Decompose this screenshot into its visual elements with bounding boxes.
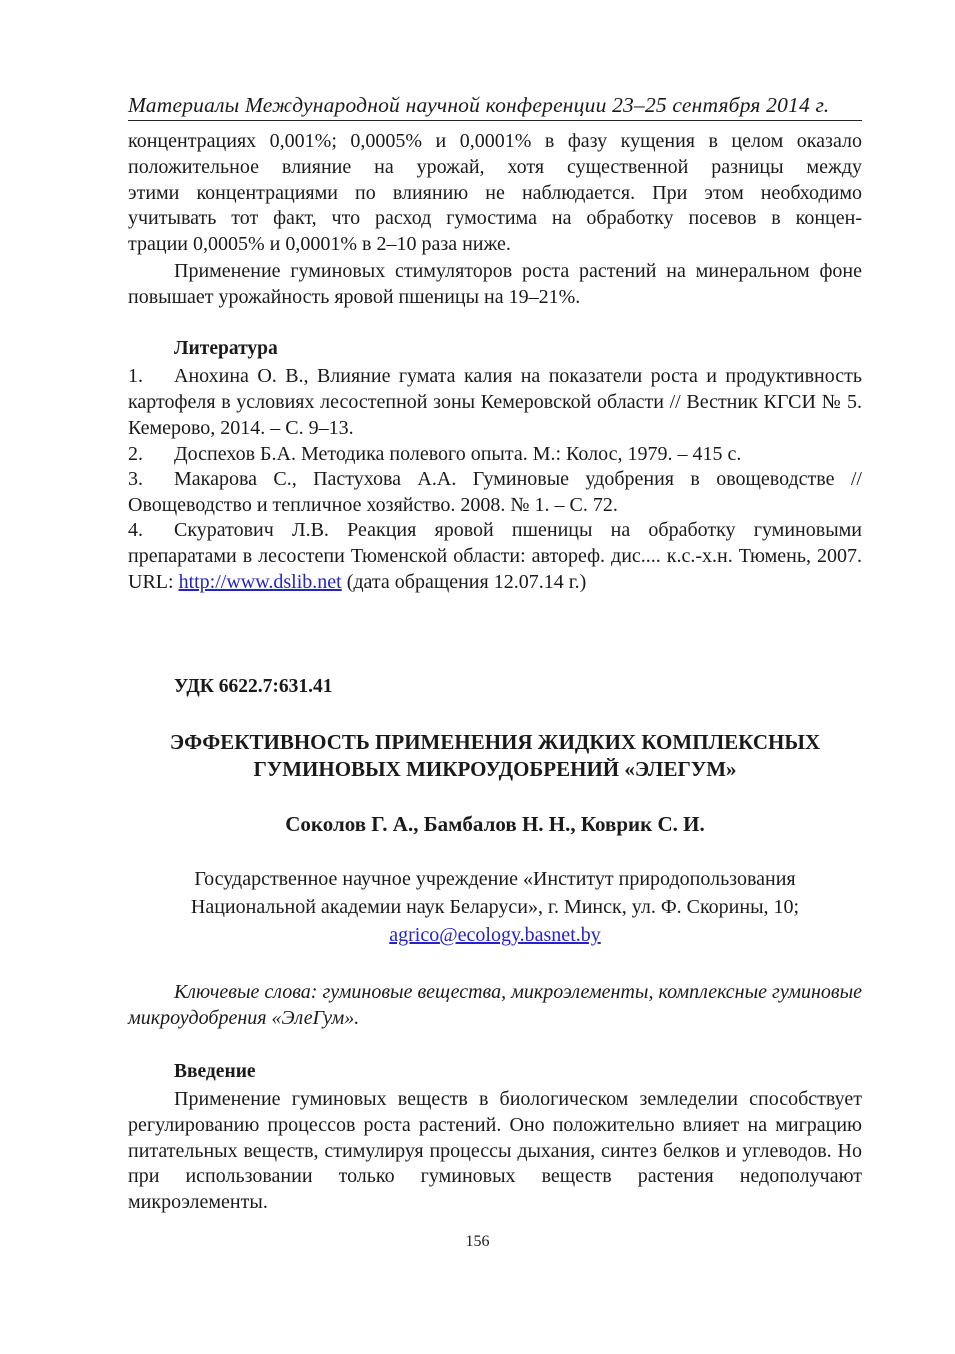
- reference-number: 4.: [128, 519, 143, 541]
- affiliation: [110, 865, 880, 949]
- reference-number: 3.: [128, 468, 143, 490]
- reference-text: (дата обращения 12.07.14 г.): [341, 570, 587, 593]
- keywords: Ключевые слова: гуминовые вещества, микроэлементы, комплексные гуминовые микроудобрения «ЭлеГум».: [128, 981, 862, 1029]
- reference-item: [128, 467, 862, 519]
- reference-text: Доспехов Б.А. Методика полевого опыта. М.: Колос, 1979. – 415 с.: [174, 443, 742, 465]
- text-line: положительное влияние на урожай, хотя существенной разницы между: [128, 155, 862, 178]
- text-line: трации 0,0005% и 0,0001% в 2–10 раза ниже.: [128, 233, 511, 256]
- reference-text: Скуратович Л.В. Реакция яровой пшеницы на обработку гуминовыми препаратами в лесостепи Тюменской области: автореф. дис.... к.с.-х.н. Тюмень, 2007. URL:: [128, 519, 862, 593]
- text-line: этими концентрациями по влиянию не наблюдается. При этом необходимо: [128, 181, 862, 204]
- reference-url-link[interactable]: http://www.dslib.net: [178, 570, 342, 593]
- affiliation-line: Государственное научное учреждение «Институт природопользования: [194, 868, 796, 890]
- introduction-paragraph: Применение гуминовых веществ в биологическом земледелии способствует регулированию процессов роста растений. Оно положительно влияет на миграцию питательных веществ, стимулируя процессы дыхания, синтез белков и углеводов. Но при использовании только гуминовых веществ растения недополучают микроэлементы.: [128, 1088, 862, 1214]
- introduction-heading: Введение: [174, 1061, 256, 1082]
- results-paragraph: Применение гуминовых стимуляторов роста растений на минеральном фоне повышает урожайность яровой пшеницы на 19–21%.: [128, 260, 862, 308]
- udk-code: УДК 6622.7:631.41: [174, 676, 333, 697]
- reference-number: 2.: [128, 443, 143, 465]
- page-number: 156: [465, 1233, 490, 1250]
- reference-item: [128, 364, 862, 441]
- running-header: Материалы Международной научной конференции 23–25 сентября 2014 г.: [128, 93, 862, 121]
- reference-item: [128, 442, 862, 468]
- article-title-line: ГУМИНОВЫХ МИКРОУДОБРЕНИЙ «ЭЛЕГУМ»: [253, 757, 737, 781]
- text-line: учитывать тот факт, что расход гумостима на обработку посевов в концен-: [128, 207, 862, 230]
- reference-text: Анохина О. В., Влияние гумата калия на показатели роста и продуктивность картофеля в условиях лесостепной зоны Кемеровской области // Вестник КГСИ № 5. Кемерово, 2014. – С. 9–13.: [128, 365, 862, 439]
- reference-text: Макарова С., Пастухова А.А. Гуминовые удобрения в овощеводстве // Овощеводство и тепличное хозяйство. 2008. № 1. – С. 72.: [128, 468, 862, 516]
- reference-number: 1.: [128, 365, 143, 387]
- continuation-paragraph: [128, 129, 862, 258]
- article-authors: Соколов Г. А., Бамбалов Н. Н., Коврик С. И.: [285, 812, 705, 836]
- article-title-line: ЭФФЕКТИВНОСТЬ ПРИМЕНЕНИЯ ЖИДКИХ КОМПЛЕКСНЫХ: [169, 730, 821, 754]
- article-title: [110, 729, 880, 783]
- email-link[interactable]: agrico@ecology.basnet.by: [389, 924, 601, 946]
- literature-heading: Литература: [174, 338, 278, 359]
- reference-item: [128, 518, 862, 595]
- affiliation-line: Национальной академии наук Беларуси», г. Минск, ул. Ф. Скорины, 10;: [190, 896, 800, 918]
- text-line: концентрациях 0,001%; 0,0005% и 0,0001% в фазу кущения в целом оказало: [128, 130, 862, 152]
